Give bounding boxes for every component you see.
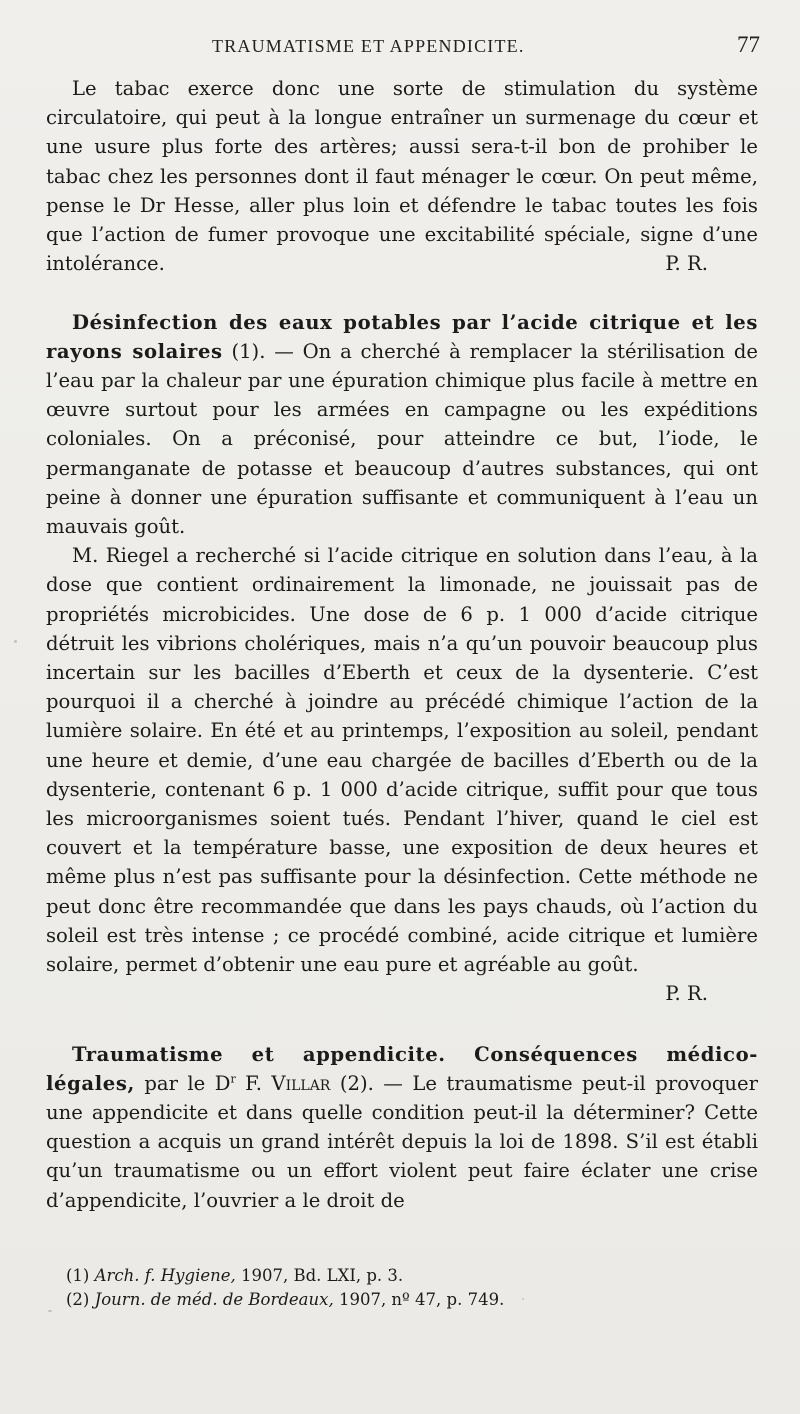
riegel-paragraph: M. Riegel a recherché si l’acide citrique en solution dans l’eau, à la dose que contient ordinairement la limonade, ne jouissait pas de propriétés microbicides. Une dose de 6 p. 1 000 d’acide citrique détruit les vibrions cholériques, mais n’a qu’un pouvoir beaucoup plus incertain sur les bacilles d’Eberth et ceux de la dysenterie. C’est pourquoi il a cherché à joindre au précédé chimique l’action de la lumière solaire. En été et au printemps, l’exposition au soleil, pendant une heure et demie, d’une eau chargée de bacilles d’Eberth ou de la dysenterie, contenant 6 p. 1 000 d’acide citrique, suffit pour que tous les microorganismes soient tués. Pendant l’hiver, quand le ciel est couvert et la température basse, une exposition de deux heures et même plus n’est pas suffisante pour la désinfection. Cette méthode ne peut donc être recommandée que dans les pays chauds, où l’action du soleil est très intense ; ce procédé combiné, acide citrique et lumière solaire, permet d’obtenir une eau pure et agréable au goût. <box>46 544 758 977</box>
article-disinfection <box>46 308 758 542</box>
page-number: 77 <box>737 32 760 57</box>
author-name: Villar <box>271 1071 331 1095</box>
article-text: — Le traumatisme peut-il provoquer une appendicite et dans quelle condition peut-il la déterminer? Cette question a acquis un grand intérêt depuis la loi de 1898. S’il est établi qu’un traumatisme ou un effort violent peut faire éclater une crise d’appendicite, l’ouvrier a le droit de <box>46 1071 758 1212</box>
footnote-ref: (2). <box>339 1071 374 1095</box>
footnote-2: (2) Journ. de méd. de Bordeaux, 1907, nº 47, p. 749. <box>66 1290 505 1309</box>
article-traumatism <box>46 1040 758 1215</box>
article-title: Désinfection des eaux potables par l’acide citrique et les rayons solaires <box>46 310 758 363</box>
running-title: TRAUMATISME ET APPENDICITE. <box>212 36 525 56</box>
author-initial: F. <box>245 1071 262 1095</box>
scan-speck <box>14 640 17 643</box>
signature: P. R. <box>665 982 708 1006</box>
footnote-ref: (1). <box>231 339 266 363</box>
scan-speck <box>522 1298 524 1300</box>
article-text: — On a cherché à remplacer la stérilisation de l’eau par la chaleur par une épuration chimique plus facile à mettre en œuvre surtout pour les armées en campagne ou les expéditions coloniales. On a préconisé, pour atteindre ce but, l’iode, le permanganate de potasse et beaucoup d’autres substances, qui ont peine à donner une épuration suffisante et communiquent à l’eau un mauvais goût. <box>46 339 758 539</box>
footnote-1: (1) Arch. f. Hygiene, 1907, Bd. LXI, p. 3. <box>66 1266 404 1285</box>
footnotes <box>66 1264 756 1312</box>
tobacco-paragraph: Le tabac exerce donc une sorte de stimulation du système circulatoire, qui peut à la longue entraîner un surmenage du cœur et une usure plus forte des artères; aussi sera-t-il bon de prohiber le tabac chez les personnes dont il faut ménager le cœur. On peut même, pense le Dr Hesse, aller plus loin et défendre le tabac toutes les fois que l’action de fumer provoque une excitabilité spéciale, signe d’une intolérance. <box>46 77 758 276</box>
scan-speck <box>48 1310 52 1312</box>
signature: P. R. <box>665 252 708 276</box>
title-superscript: r <box>230 1072 236 1086</box>
article-byline-prefix: par le D <box>134 1071 231 1095</box>
article-title: Traumatisme et appendicite. Conséquences médico-légales, <box>46 1042 758 1095</box>
page-body <box>46 74 758 1215</box>
page-header <box>46 32 760 66</box>
